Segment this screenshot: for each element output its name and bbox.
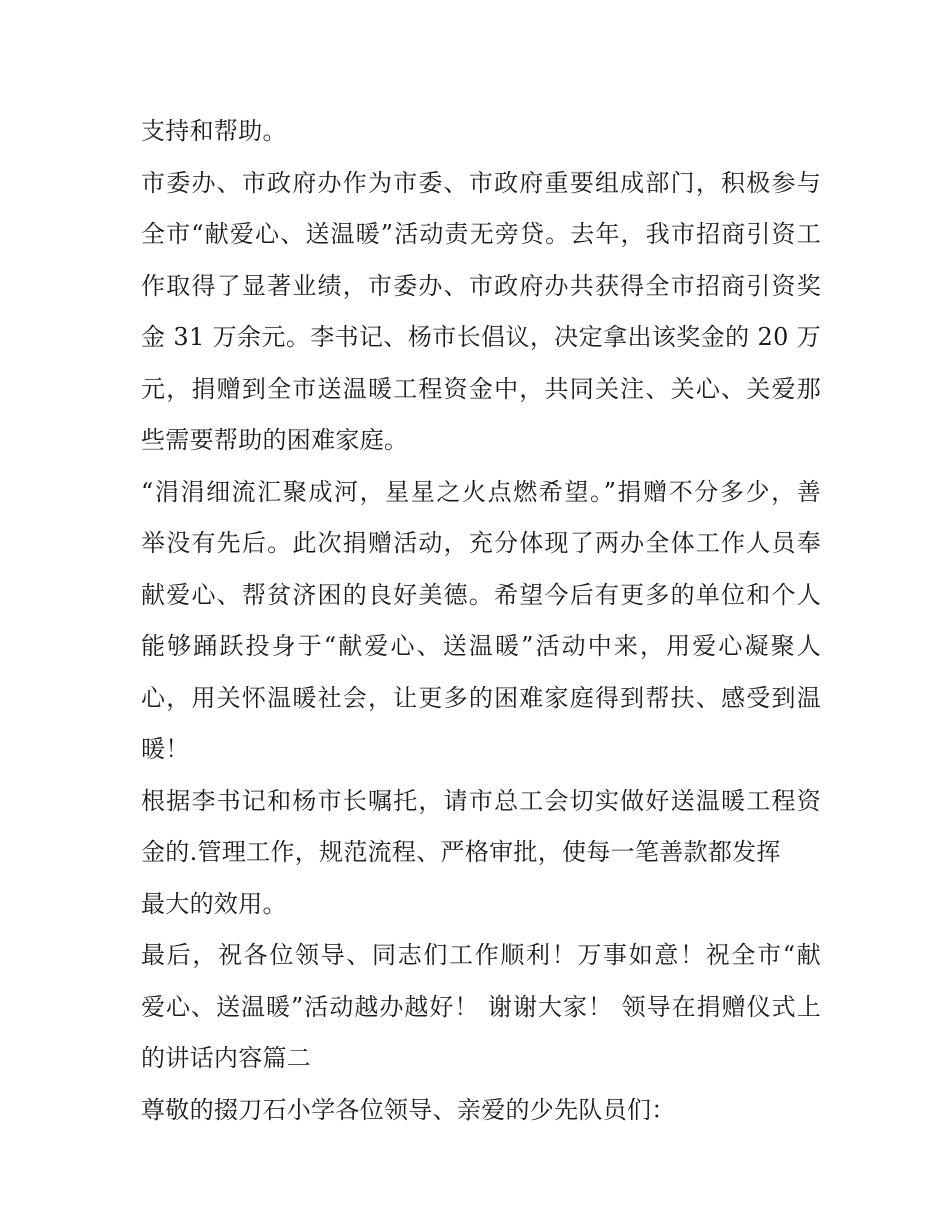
text-line: 根据李书记和杨市长嘱托，请市总工会切实做好送温暖工程资 [141, 786, 821, 815]
text-line: 金的.管理工作，规范流程、严格审批，使每一笔善款都发挥 [141, 838, 781, 866]
text-line: 支持和帮助。 [141, 117, 287, 145]
text-line: 元，捐赠到全市送温暖工程资金中，共同关注、关心、关爱那 [141, 374, 821, 403]
text-line: 些需要帮助的困难家庭。 [141, 426, 409, 454]
text-line: 献爱心、帮贫济困的良好美德。希望今后有更多的单位和个人 [141, 580, 821, 609]
text-line: 能够踊跃投身于“献爱心、送温暖”活动中来，用爱心凝聚人 [141, 632, 821, 660]
text-line: 尊敬的掇刀石小学各位领导、亲爱的少先队员们： [141, 1095, 676, 1124]
text-line: “涓涓细流汇聚成河，星星之火点燃希望。”捐赠不分多少，善 [141, 477, 821, 506]
text-line: 金 31 万余元。李书记、杨市长倡议，决定拿出该奖金的 20 万 [141, 323, 821, 351]
text-line: 心，用关怀温暖社会，让更多的困难家庭得到帮扶、感受到温 [141, 683, 821, 712]
document-body [141, 106, 821, 1136]
text-line: 暖！ [141, 735, 190, 763]
text-line: 的讲话内容篇二 [141, 1044, 312, 1072]
text-line: 爱心、送温暖”活动越办越好！ 谢谢大家！ 领导在捐赠仪式上 [141, 992, 821, 1021]
text-line: 举没有先后。此次捐赠活动，充分体现了两办全体工作人员奉 [141, 529, 821, 557]
text-line: 作取得了显著业绩，市委办、市政府办共获得全市招商引资奖 [141, 271, 821, 300]
text-line: 市委办、市政府办作为市委、市政府重要组成部门，积极参与 [141, 168, 821, 197]
text-line: 最大的效用。 [141, 889, 287, 918]
text-line: 全市“献爱心、送温暖”活动责无旁贷。去年，我市招商引资工 [141, 220, 821, 248]
text-line: 最后，祝各位领导、同志们工作顺利！万事如意！祝全市“献 [141, 941, 821, 969]
